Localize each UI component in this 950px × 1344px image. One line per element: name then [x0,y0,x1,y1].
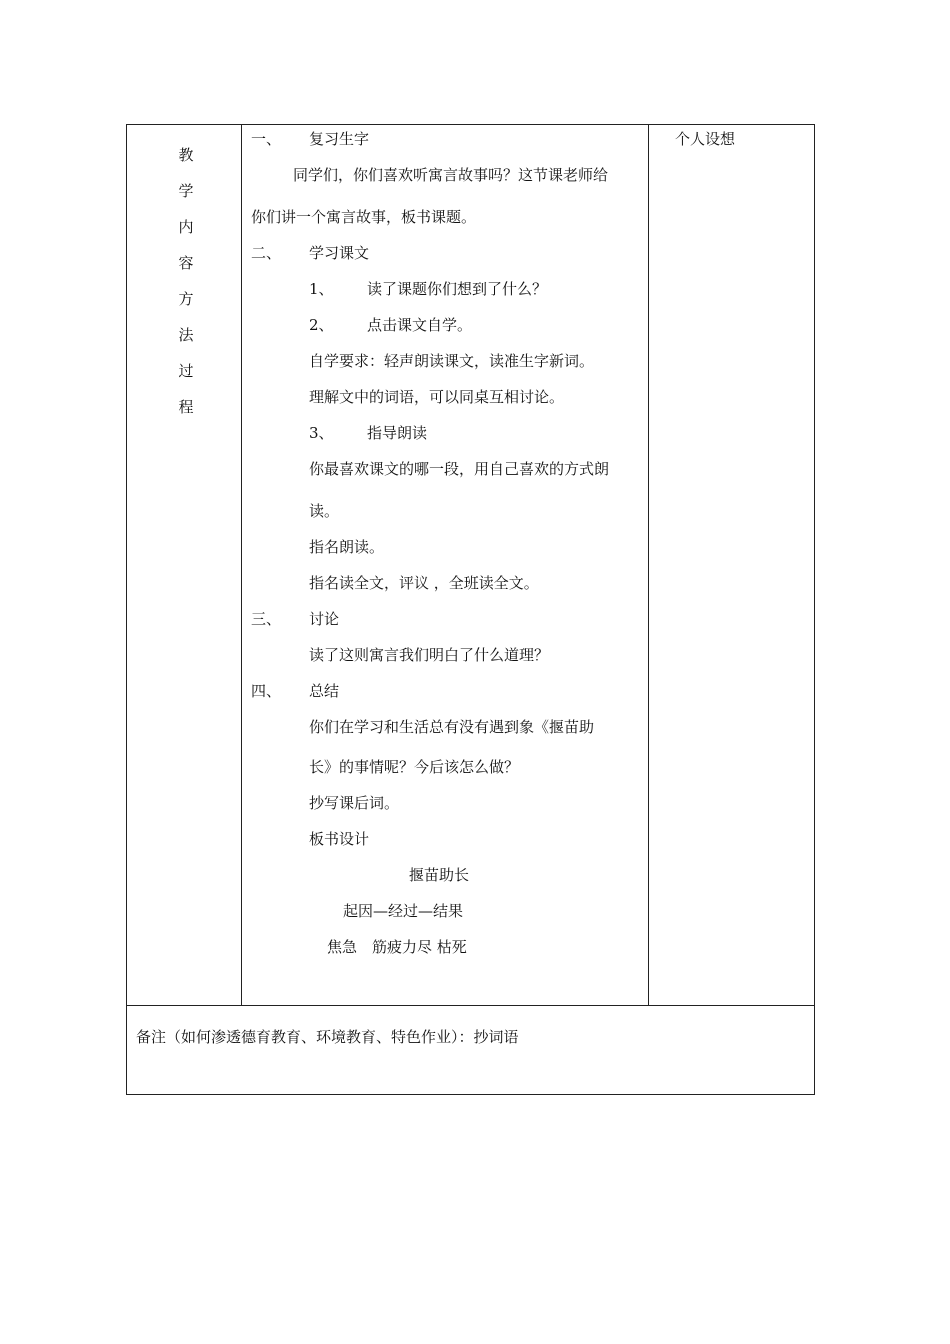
remarks-line: 备注（如何渗透德育教育、环境教育、特色作业）：抄词语 [136,1028,519,1046]
label-char: 程 [178,398,194,416]
section-title: 讨论 [309,610,340,628]
paragraph-line: 长》的事情呢？今后该怎么做？ [309,758,520,776]
item-text: 指导朗读 [367,424,428,442]
paragraph-line: 抄写课后词。 [309,794,400,812]
item-text: 点击课文自学。 [367,316,473,334]
item-number: 3、 [309,424,334,442]
label-char: 学 [178,182,194,200]
row-divider [127,1005,814,1006]
paragraph-line: 理解文中的词语，可以同桌互相讨论。 [309,388,565,406]
item-number: 2、 [309,316,334,334]
item-number: 1、 [309,280,334,298]
paragraph-line: 读。 [309,502,340,520]
board-design-label: 板书设计 [309,830,370,848]
board-line: 起因—经过—结果 [343,902,464,920]
board-line: 焦急 筋疲力尽 枯死 [327,938,467,956]
paragraph-line: 指名读全文，评议 ，全班读全文。 [309,574,539,592]
paragraph-line: 你们讲一个寓言故事，板书课题。 [251,208,477,226]
section-number: 一、 [251,130,282,148]
column-divider-left [241,125,242,1006]
paragraph-line: 你最喜欢课文的哪一段，用自己喜欢的方式朗 [309,460,610,478]
column-divider-right [648,125,649,1006]
item-text: 读了课题你们想到了什么？ [367,280,548,298]
label-char: 法 [178,326,194,344]
label-char: 容 [178,254,194,272]
label-char: 方 [178,290,194,308]
section-number: 四、 [251,682,282,700]
paragraph-line: 自学要求：轻声朗读课文，读准生字新词。 [309,352,595,370]
paragraph-line: 读了这则寓言我们明白了什么道理？ [309,646,550,664]
lesson-plan-table [126,124,815,1095]
section-title: 学习课文 [309,244,370,262]
section-number: 三、 [251,610,282,628]
label-char: 内 [178,218,194,236]
label-char: 教 [178,146,194,164]
label-char: 过 [178,362,194,380]
section-title: 复习生字 [309,130,370,148]
board-title: 揠苗助长 [409,866,470,884]
personal-ideas-header: 个人设想 [675,130,736,148]
paragraph-line: 你们在学习和生活总有没有遇到象《揠苗助 [309,718,595,736]
section-title: 总结 [309,682,340,700]
section-number: 二、 [251,244,282,262]
paragraph-line: 同学们，你们喜欢听寓言故事吗？这节课老师给 [293,166,609,184]
paragraph-line: 指名朗读。 [309,538,385,556]
